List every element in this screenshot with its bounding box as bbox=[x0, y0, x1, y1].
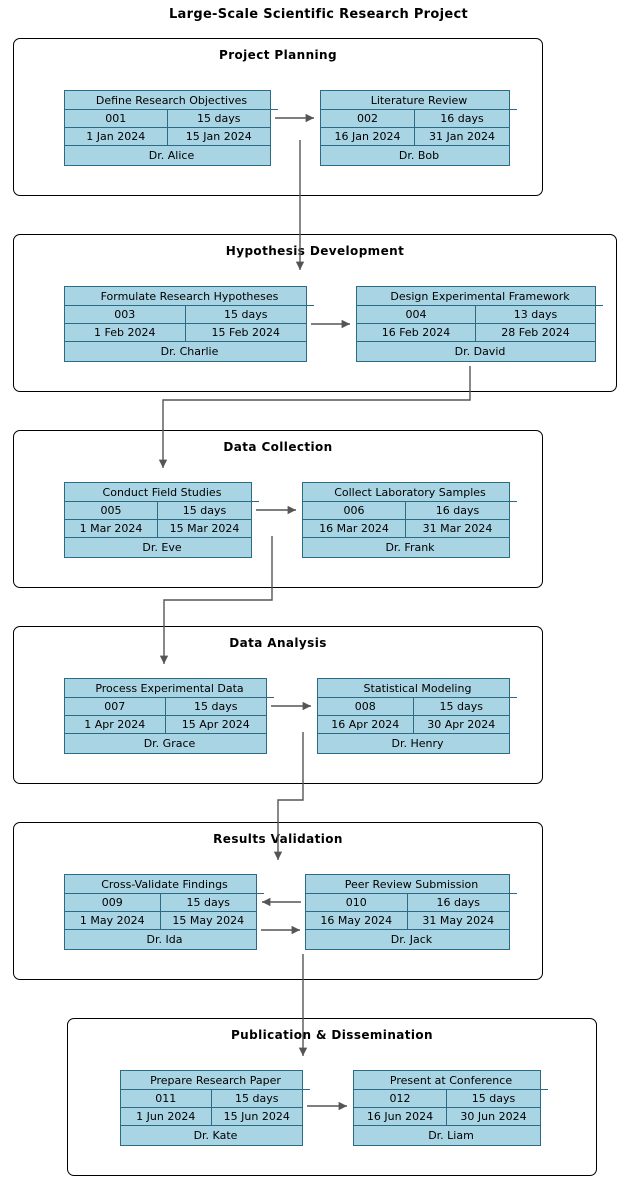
task-meta-row bbox=[318, 698, 509, 716]
task-start-date: 1 Apr 2024 bbox=[65, 716, 166, 734]
task-start-date: 1 Jun 2024 bbox=[121, 1108, 212, 1126]
task-end-date: 15 Apr 2024 bbox=[166, 716, 267, 734]
task-meta-row bbox=[357, 306, 595, 324]
task-end-date: 31 Jan 2024 bbox=[415, 128, 509, 146]
task-owner: Dr. Charlie bbox=[160, 345, 219, 358]
task-owner: Dr. Liam bbox=[428, 1129, 474, 1142]
task-card[interactable] bbox=[64, 482, 252, 558]
task-name: Cross-Validate Findings bbox=[65, 875, 264, 894]
task-owner: Dr. Ida bbox=[146, 933, 183, 946]
task-meta-row bbox=[306, 894, 509, 912]
task-start-date: 16 Apr 2024 bbox=[318, 716, 414, 734]
task-id: 010 bbox=[306, 894, 408, 912]
task-name: Literature Review bbox=[321, 91, 517, 110]
task-end-date: 15 Mar 2024 bbox=[158, 520, 251, 538]
task-dates-row bbox=[65, 716, 266, 734]
task-duration: 15 days bbox=[166, 698, 267, 716]
task-id: 006 bbox=[303, 502, 406, 520]
task-card[interactable] bbox=[356, 286, 596, 362]
task-id: 012 bbox=[354, 1090, 447, 1108]
task-card[interactable] bbox=[64, 874, 257, 950]
task-duration: 15 days bbox=[161, 894, 257, 912]
task-duration: 15 days bbox=[168, 110, 271, 128]
task-name: Design Experimental Framework bbox=[357, 287, 603, 306]
task-start-date: 1 Feb 2024 bbox=[65, 324, 186, 342]
phase-label: Publication & Dissemination bbox=[230, 1028, 433, 1042]
task-card[interactable] bbox=[120, 1070, 303, 1146]
task-card[interactable] bbox=[302, 482, 510, 558]
task-end-date: 15 Feb 2024 bbox=[186, 324, 307, 342]
task-duration: 16 days bbox=[415, 110, 509, 128]
phase-label: Hypothesis Development bbox=[225, 244, 405, 258]
task-dates-row bbox=[65, 324, 306, 342]
task-id: 005 bbox=[65, 502, 158, 520]
task-owner: Dr. Frank bbox=[385, 541, 435, 554]
task-name: Prepare Research Paper bbox=[121, 1071, 310, 1090]
task-end-date: 15 May 2024 bbox=[161, 912, 257, 930]
task-card[interactable] bbox=[317, 678, 510, 754]
task-name: Conduct Field Studies bbox=[65, 483, 259, 502]
task-start-date: 16 Jan 2024 bbox=[321, 128, 415, 146]
task-start-date: 16 Jun 2024 bbox=[354, 1108, 447, 1126]
task-id: 008 bbox=[318, 698, 414, 716]
task-duration: 15 days bbox=[186, 306, 307, 324]
task-dates-row bbox=[357, 324, 595, 342]
page-title: Large-Scale Scientific Research Project bbox=[168, 7, 469, 22]
task-owner: Dr. Kate bbox=[193, 1129, 238, 1142]
task-owner: Dr. Grace bbox=[143, 737, 196, 750]
task-start-date: 16 Feb 2024 bbox=[357, 324, 476, 342]
task-card[interactable] bbox=[64, 90, 271, 166]
task-meta-row bbox=[65, 502, 251, 520]
task-owner: Dr. Jack bbox=[390, 933, 433, 946]
task-duration: 15 days bbox=[414, 698, 510, 716]
phase-label: Results Validation bbox=[213, 832, 343, 846]
task-end-date: 30 Jun 2024 bbox=[447, 1108, 540, 1126]
task-owner: Dr. David bbox=[454, 345, 506, 358]
task-duration: 13 days bbox=[476, 306, 595, 324]
task-id: 007 bbox=[65, 698, 166, 716]
task-meta-row bbox=[303, 502, 509, 520]
task-id: 004 bbox=[357, 306, 476, 324]
task-start-date: 1 Mar 2024 bbox=[65, 520, 158, 538]
task-meta-row bbox=[65, 894, 256, 912]
task-duration: 15 days bbox=[158, 502, 251, 520]
task-end-date: 31 Mar 2024 bbox=[406, 520, 509, 538]
task-dates-row bbox=[354, 1108, 540, 1126]
task-duration: 15 days bbox=[447, 1090, 540, 1108]
task-dates-row bbox=[65, 912, 256, 930]
phase-label: Data Analysis bbox=[229, 636, 327, 650]
task-name: Collect Laboratory Samples bbox=[303, 483, 517, 502]
task-name: Define Research Objectives bbox=[65, 91, 278, 110]
task-meta-row bbox=[121, 1090, 302, 1108]
task-dates-row bbox=[65, 520, 251, 538]
task-dates-row bbox=[306, 912, 509, 930]
task-meta-row bbox=[354, 1090, 540, 1108]
task-end-date: 28 Feb 2024 bbox=[476, 324, 595, 342]
task-end-date: 31 May 2024 bbox=[408, 912, 510, 930]
task-end-date: 15 Jun 2024 bbox=[212, 1108, 303, 1126]
task-meta-row bbox=[65, 110, 270, 128]
task-owner: Dr. Alice bbox=[148, 149, 195, 162]
task-owner: Dr. Henry bbox=[391, 737, 444, 750]
task-duration: 15 days bbox=[212, 1090, 303, 1108]
task-card[interactable] bbox=[305, 874, 510, 950]
task-meta-row bbox=[321, 110, 509, 128]
task-start-date: 1 May 2024 bbox=[65, 912, 161, 930]
task-name: Present at Conference bbox=[354, 1071, 548, 1090]
task-id: 001 bbox=[65, 110, 168, 128]
task-dates-row bbox=[303, 520, 509, 538]
phase-label: Project Planning bbox=[219, 48, 337, 62]
task-owner: Dr. Bob bbox=[398, 149, 440, 162]
task-name: Peer Review Submission bbox=[306, 875, 517, 894]
task-start-date: 16 Mar 2024 bbox=[303, 520, 406, 538]
task-name: Process Experimental Data bbox=[65, 679, 274, 698]
task-dates-row bbox=[121, 1108, 302, 1126]
task-name: Formulate Research Hypotheses bbox=[65, 287, 314, 306]
task-id: 003 bbox=[65, 306, 186, 324]
task-id: 011 bbox=[121, 1090, 212, 1108]
task-id: 009 bbox=[65, 894, 161, 912]
task-meta-row bbox=[65, 306, 306, 324]
task-duration: 16 days bbox=[406, 502, 509, 520]
task-dates-row bbox=[321, 128, 509, 146]
task-owner: Dr. Eve bbox=[142, 541, 182, 554]
task-id: 002 bbox=[321, 110, 415, 128]
task-start-date: 16 May 2024 bbox=[306, 912, 408, 930]
task-card[interactable] bbox=[64, 678, 267, 754]
task-meta-row bbox=[65, 698, 266, 716]
task-dates-row bbox=[65, 128, 270, 146]
task-card[interactable] bbox=[64, 286, 307, 362]
task-start-date: 1 Jan 2024 bbox=[65, 128, 168, 146]
task-dates-row bbox=[318, 716, 509, 734]
task-name: Statistical Modeling bbox=[318, 679, 517, 698]
phase-label: Data Collection bbox=[223, 440, 333, 454]
task-end-date: 30 Apr 2024 bbox=[414, 716, 510, 734]
task-duration: 16 days bbox=[408, 894, 510, 912]
task-end-date: 15 Jan 2024 bbox=[168, 128, 271, 146]
task-card[interactable] bbox=[353, 1070, 541, 1146]
task-card[interactable] bbox=[320, 90, 510, 166]
